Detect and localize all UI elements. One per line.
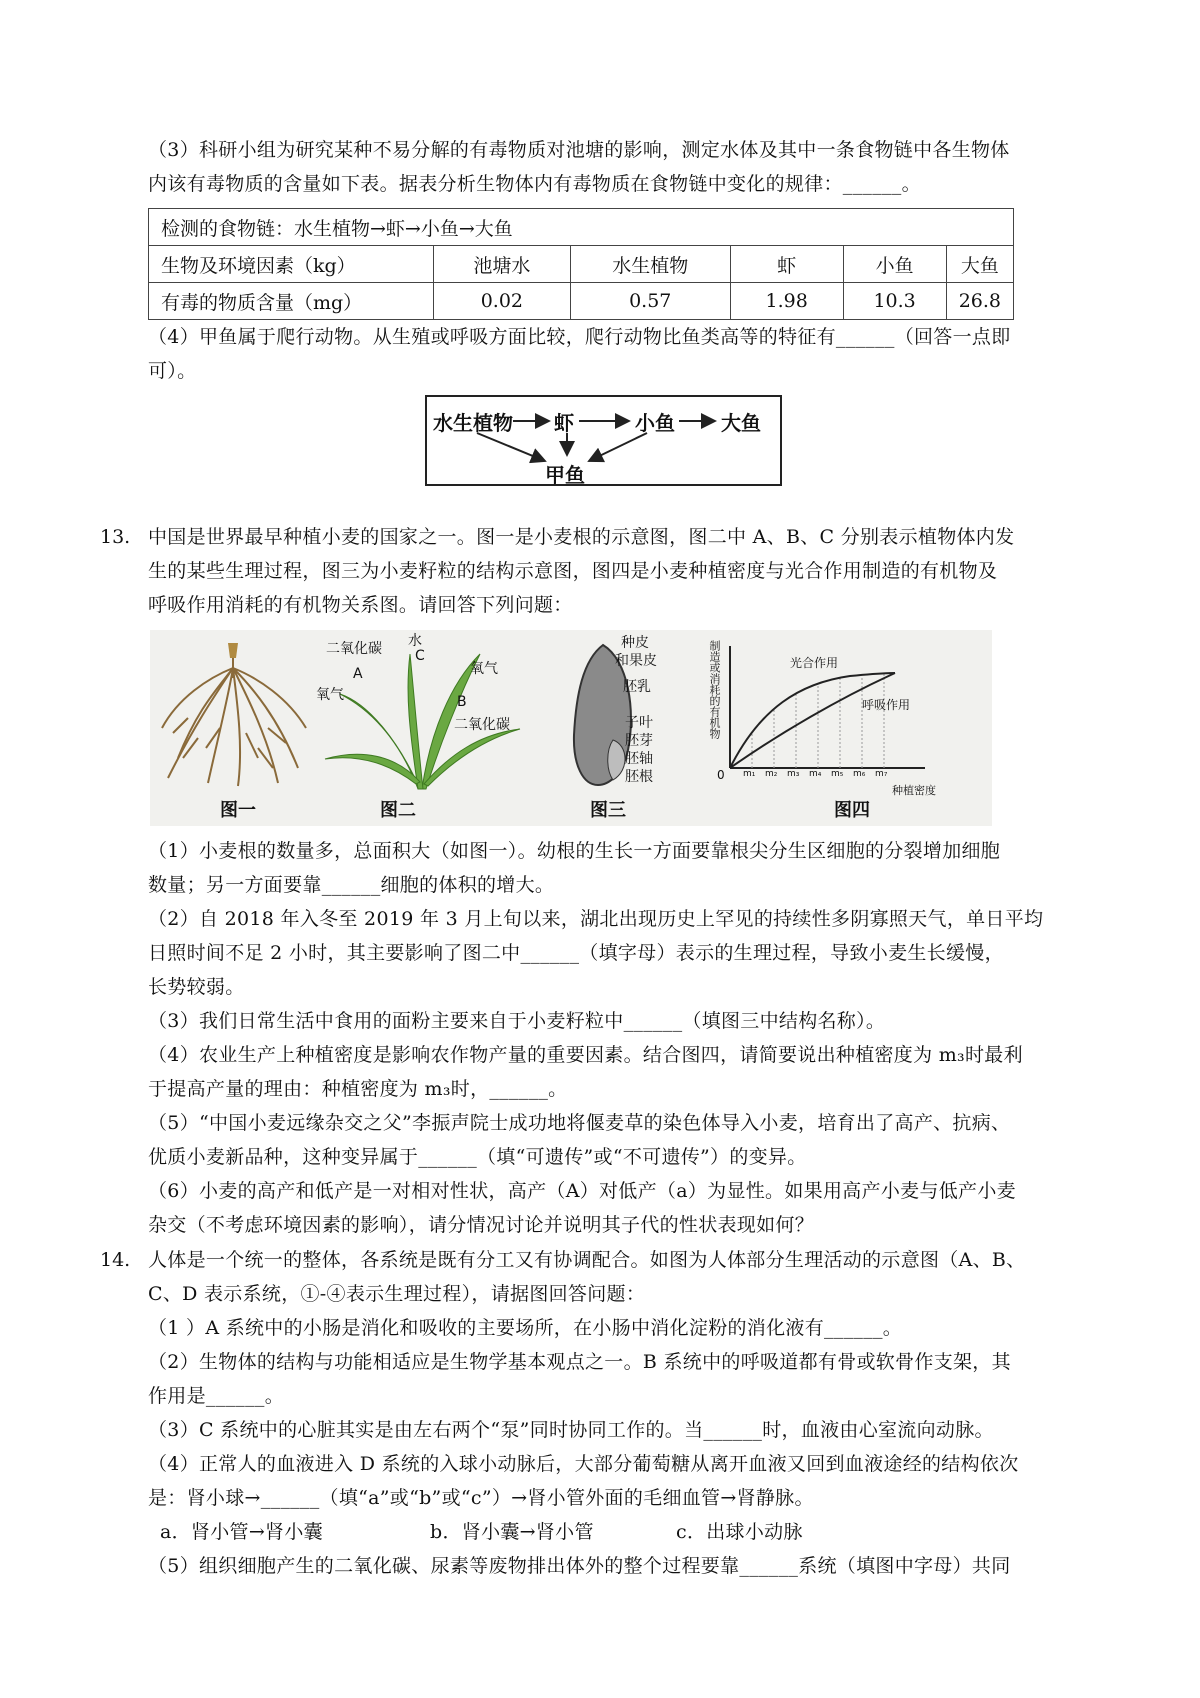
q14-option-c: c．出球小动脉 (676, 1521, 803, 1543)
q14-intro-line2: C、D 表示系统，①-④表示生理过程），请据图回答问题： (148, 1283, 646, 1305)
q14-part4-line2: 是：肾小球→______（填“a”或“b”或“c”）→肾小管外面的毛细血管→肾静脉。 (148, 1487, 814, 1509)
table-row (149, 209, 1014, 246)
label-a: A (353, 666, 363, 682)
table-header-cell: 大鱼 (946, 246, 1013, 283)
q13-part5-line1: （5）“中国小麦远缘杂交之父”李振声院士成功地将偃麦草的染色体导入小麦，培育出了高产、抗病、 (148, 1112, 1011, 1134)
table-header-cell: 池塘水 (434, 246, 570, 283)
label-water: 水 (408, 633, 422, 649)
table-cell: 0.57 (570, 283, 730, 320)
label-o2-left: 氧气 (316, 687, 344, 703)
q12-part3-line2: 内该有毒物质的含量如下表。据表分析生物体内有毒物质在食物链中变化的规律：______。 (148, 173, 921, 195)
q13-intro-line1: 中国是世界最早种植小麦的国家之一。图一是小麦根的示意图，图二中 A、B、C 分别表示植物体内发 (148, 526, 1015, 548)
label-plumule: 胚芽 (625, 733, 653, 749)
tick-label: m₃ (787, 769, 800, 779)
q14-option-b: b．肾小囊→肾小管 (430, 1521, 594, 1543)
q14-part5: （5）组织细胞产生的二氧化碳、尿素等废物排出体外的整个过程要靠______系统（填图中字母）共同 (148, 1555, 1011, 1577)
table-cell: 26.8 (946, 283, 1013, 320)
toxin-table (148, 208, 1014, 320)
q13-intro-line3: 呼吸作用消耗的有机物关系图。请回答下列问题： (148, 594, 573, 616)
label-b: B (457, 694, 467, 710)
tick-label: m₁ (743, 769, 756, 779)
q14-intro-line1: 人体是一个统一的整体，各系统是既有分工又有协调配合。如图为人体部分生理活动的示意图（A、B、 (148, 1249, 1026, 1271)
q12-part3-line1: （3）科研小组为研究某种不易分解的有毒物质对池塘的影响，测定水体及其中一条食物链中各生物体 (148, 139, 1010, 161)
tick-label: m₄ (809, 769, 822, 779)
label-pericarp: 和果皮 (615, 653, 657, 669)
graph-ylabel: 制造或消耗的有机物 (708, 640, 721, 739)
wheat-root-illustration (158, 638, 308, 788)
label-co2-top: 二氧化碳 (326, 641, 382, 657)
table-header-cell: 小鱼 (843, 246, 946, 283)
q14-part1: （1 ）A 系统中的小肠是消化和吸收的主要场所，在小肠中消化淀粉的消化液有______。 (148, 1317, 903, 1339)
label-hypocotyl: 胚轴 (625, 751, 653, 767)
table-cell: 0.02 (434, 283, 570, 320)
label-seed-coat: 种皮 (621, 635, 649, 651)
q13-part5-line2: 优质小麦新品种，这种变异属于______（填“可遗传”或“不可遗传”）的变异。 (148, 1146, 807, 1168)
tick-label: m₆ (853, 769, 866, 779)
q13-part4-line1: （4）农业生产上种植密度是影响农作物产量的重要因素。结合图四，请简要说出种植密度为 m₃时最利 (148, 1044, 1023, 1066)
q13-part2-line2: 日照时间不足 2 小时，其主要影响了图二中______（填字母）表示的生理过程，导致小麦生长缓慢， (148, 942, 1004, 964)
label-respiration: 呼吸作用 (862, 698, 911, 712)
seed-labels (615, 634, 657, 786)
node-big-fish: 大鱼 (721, 411, 761, 435)
table-chain-cell: 检测的食物链：水生植物→虾→小鱼→大鱼 (149, 209, 1014, 246)
table-header-cell: 生物及环境因素（kg） (149, 246, 434, 283)
fig1-caption: 图一 (220, 800, 256, 821)
q13-part6-line1: （6）小麦的高产和低产是一对相对性状，高产（A）对低产（a）为显性。如果用高产小麦与低产小麦 (148, 1180, 1016, 1202)
q13-part2-line1: （2）自 2018 年入冬至 2019 年 3 月上旬以来，湖北出现历史上罕见的持续性多阴寡照天气，单日平均 (148, 908, 1044, 930)
food-web-diagram (425, 395, 782, 486)
table-cell: 1.98 (730, 283, 843, 320)
label-endosperm: 胚乳 (623, 679, 651, 695)
graph-origin: 0 (717, 768, 725, 782)
label-co2-right: 二氧化碳 (454, 717, 510, 733)
q12-part4-line1: （4）甲鱼属于爬行动物。从生殖或呼吸方面比较，爬行动物比鱼类高等的特征有______（回答一点即 (148, 326, 1011, 348)
q14-number: 14. (100, 1249, 131, 1271)
table-header-cell: 虾 (730, 246, 843, 283)
table-row (149, 246, 1014, 283)
q13-part3: （3）我们日常生活中食用的面粉主要来自于小麦籽粒中______（填图三中结构名称）。 (148, 1010, 886, 1032)
q14-part3: （3）C 系统中的心脏其实是由左右两个“泵”同时协同工作的。当______时，血液由心室流向动脉。 (148, 1419, 994, 1441)
table-row (149, 283, 1014, 320)
q14-part2-line2: 作用是______。 (148, 1385, 285, 1407)
node-turtle: 甲鱼 (545, 463, 585, 487)
fig4-caption: 图四 (834, 800, 870, 821)
fig3-caption: 图三 (590, 800, 626, 821)
q13-part4-line2: 于提高产量的理由：种植密度为 m₃时，______。 (148, 1078, 568, 1100)
tick-label: m₇ (875, 769, 888, 779)
label-o2-right: 氧气 (470, 661, 498, 677)
q13-part2-line3: 长势较弱。 (148, 976, 245, 998)
q14-part4-line1: （4）正常人的血液进入 D 系统的入球小动脉后，大部分葡萄糖从离开血液又回到血液途经的结构依次 (148, 1453, 1019, 1475)
graph-xlabel: 种植密度 (892, 784, 936, 797)
q12-part4-line2: 可）。 (148, 360, 197, 382)
q13-intro-line2: 生的某些生理过程，图三为小麦籽粒的结构示意图，图四是小麦种植密度与光合作用制造的有机物及 (148, 560, 998, 582)
q13-part6-line2: 杂交（不考虑环境因素的影响），请分情况讨论并说明其子代的性状表现如何？ (148, 1214, 815, 1236)
tick-label: m₂ (765, 769, 778, 779)
q13-number: 13. (100, 526, 131, 548)
wheat-figures (150, 630, 992, 826)
q14-part2-line1: （2）生物体的结构与功能相适应是生物学基本观点之一。B 系统中的呼吸道都有骨或软骨作支架，其 (148, 1351, 1011, 1373)
table-header-cell: 水生植物 (570, 246, 730, 283)
node-aquatic-plant: 水生植物 (433, 411, 513, 435)
node-small-fish: 小鱼 (635, 411, 675, 435)
tick-label: m₅ (831, 769, 844, 779)
label-radicle: 胚根 (625, 769, 653, 785)
q13-part1-line2: 数量；另一方面要靠______细胞的体积的增大。 (148, 874, 555, 896)
label-photosynthesis: 光合作用 (790, 656, 839, 670)
q14-option-a: a．肾小管→肾小囊 (160, 1521, 323, 1543)
label-c: C (415, 648, 425, 664)
label-cotyledon: 子叶 (625, 715, 653, 731)
fig2-caption: 图二 (380, 800, 416, 821)
table-cell: 有毒的物质含量（mg） (149, 283, 434, 320)
table-cell: 10.3 (843, 283, 946, 320)
q13-part1-line1: （1）小麦根的数量多，总面积大（如图一）。幼根的生长一方面要靠根尖分生区细胞的分裂增加细胞 (148, 840, 1001, 862)
node-shrimp: 虾 (554, 411, 574, 435)
